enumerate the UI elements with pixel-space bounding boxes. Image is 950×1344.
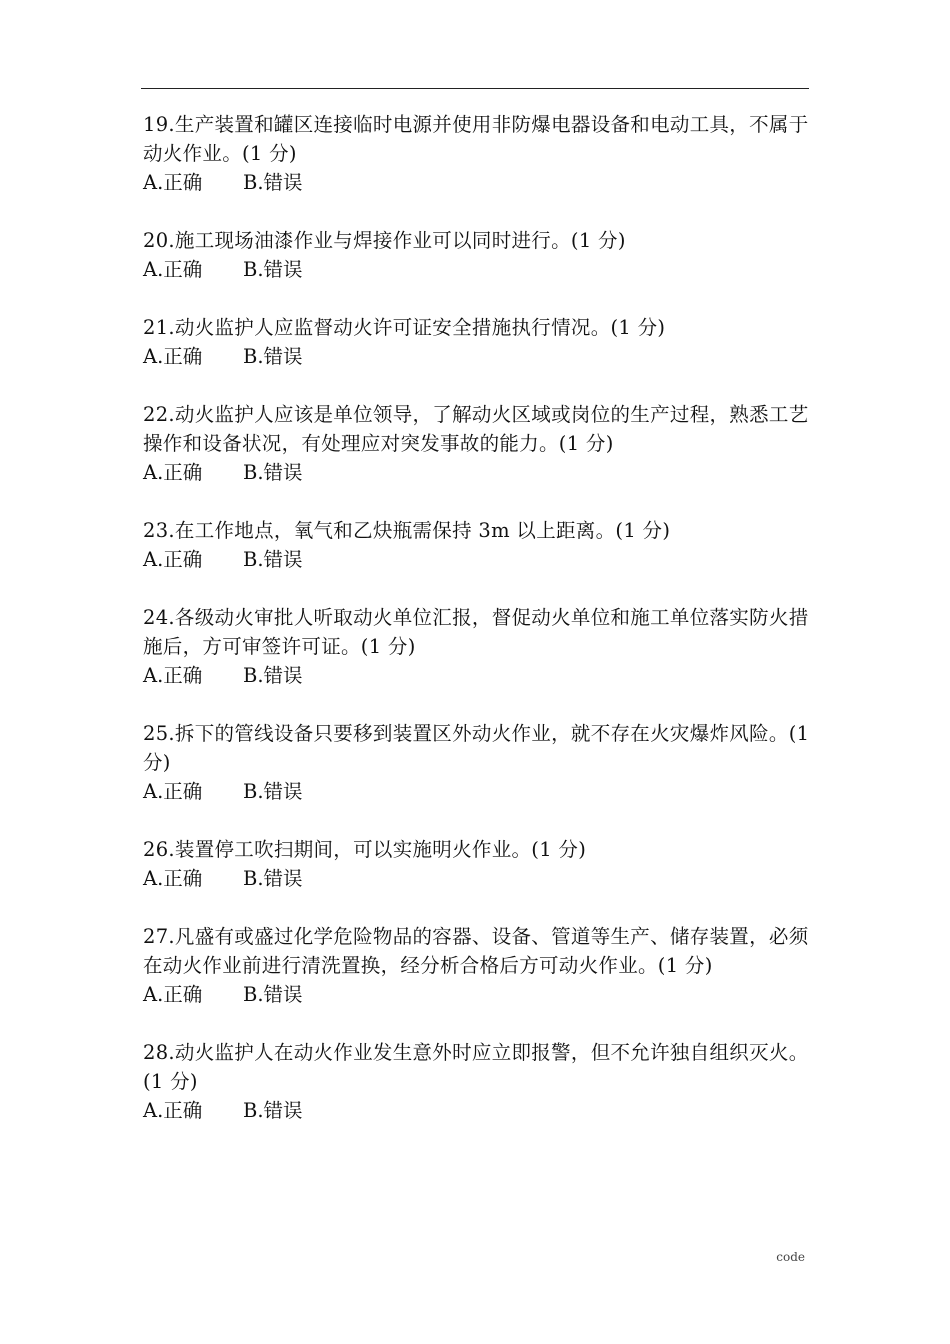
answer-options	[143, 255, 811, 284]
option-a: A.正确	[143, 983, 203, 1006]
answer-options	[143, 661, 811, 690]
question-text: 20.施工现场油漆作业与焊接作业可以同时进行。(1 分)	[143, 229, 626, 252]
question-text: 22.动火监护人应该是单位领导，了解动火区域或岗位的生产过程，熟悉工艺操作和设备状况，有处理应对突发事故的能力。(1 分)	[143, 403, 809, 455]
answer-options	[143, 168, 811, 197]
answer-options	[143, 458, 811, 487]
question-text: 28.动火监护人在动火作业发生意外时应立即报警，但不允许独自组织灭火。(1 分)	[143, 1041, 809, 1093]
option-b: B.错误	[243, 1099, 303, 1122]
question-26	[143, 835, 811, 893]
question-23	[143, 516, 811, 574]
page-footer: code	[776, 1250, 805, 1264]
option-b: B.错误	[243, 171, 303, 194]
question-28	[143, 1038, 811, 1125]
question-19	[143, 110, 811, 197]
option-b: B.错误	[243, 867, 303, 890]
option-b: B.错误	[243, 345, 303, 368]
option-b: B.错误	[243, 664, 303, 687]
question-27	[143, 922, 811, 1009]
question-text: 19.生产装置和罐区连接临时电源并使用非防爆电器设备和电动工具，不属于动火作业。(1 分)	[143, 113, 809, 165]
option-b: B.错误	[243, 780, 303, 803]
option-a: A.正确	[143, 345, 203, 368]
answer-options	[143, 1096, 811, 1125]
option-a: A.正确	[143, 664, 203, 687]
answer-options	[143, 545, 811, 574]
question-text: 24.各级动火审批人听取动火单位汇报，督促动火单位和施工单位落实防火措施后，方可审签许可证。(1 分)	[143, 606, 809, 658]
option-b: B.错误	[243, 548, 303, 571]
question-text: 21.动火监护人应监督动火许可证安全措施执行情况。(1 分)	[143, 316, 666, 339]
option-a: A.正确	[143, 548, 203, 571]
answer-options	[143, 980, 811, 1009]
question-21	[143, 313, 811, 371]
option-a: A.正确	[143, 171, 203, 194]
question-20	[143, 226, 811, 284]
question-24	[143, 603, 811, 690]
answer-options	[143, 342, 811, 371]
option-a: A.正确	[143, 1099, 203, 1122]
question-text: 23.在工作地点，氧气和乙炔瓶需保持 3m 以上距离。(1 分)	[143, 519, 671, 542]
question-list	[143, 110, 811, 1154]
answer-options	[143, 777, 811, 806]
option-b: B.错误	[243, 258, 303, 281]
question-text: 25.拆下的管线设备只要移到装置区外动火作业，就不存在火灾爆炸风险。(1 分)	[143, 722, 810, 774]
question-text: 27.凡盛有或盛过化学危险物品的容器、设备、管道等生产、储存装置，必须在动火作业前进行清洗置换，经分析合格后方可动火作业。(1 分)	[143, 925, 809, 977]
answer-options	[143, 864, 811, 893]
option-b: B.错误	[243, 461, 303, 484]
option-a: A.正确	[143, 258, 203, 281]
option-a: A.正确	[143, 867, 203, 890]
option-a: A.正确	[143, 461, 203, 484]
question-22	[143, 400, 811, 487]
header-rule	[141, 88, 809, 89]
option-a: A.正确	[143, 780, 203, 803]
question-25	[143, 719, 811, 806]
question-text: 26.装置停工吹扫期间，可以实施明火作业。(1 分)	[143, 838, 587, 861]
option-b: B.错误	[243, 983, 303, 1006]
